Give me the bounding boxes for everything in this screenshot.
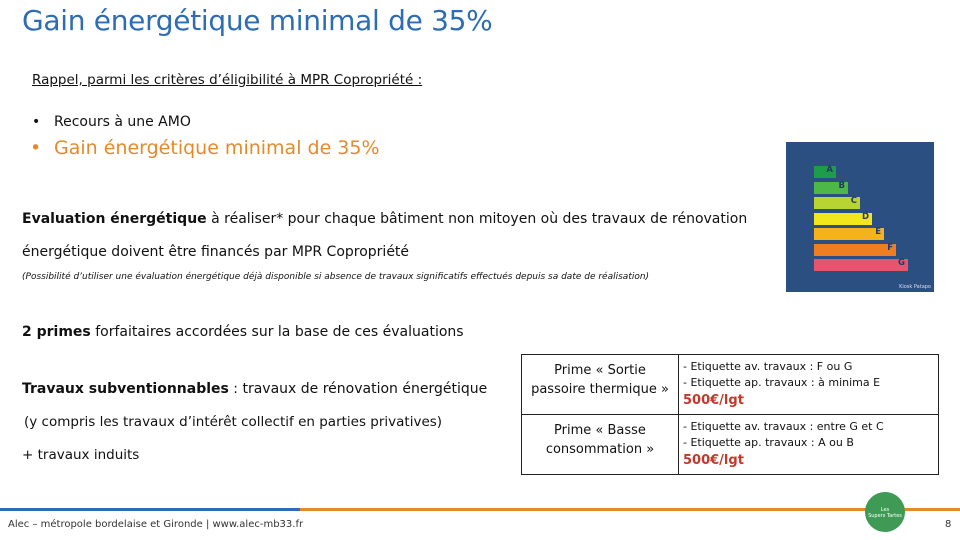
eligibility-reminder: Rappel, parmi les critères d’éligibilité à MPR Copropriété :	[32, 72, 423, 88]
prime-amount: 500€/lgt	[683, 393, 744, 408]
table-row	[522, 415, 939, 475]
evaluation-rest: à réaliser* pour chaque bâtiment non mitoyen où des travaux de rénovation	[206, 211, 748, 227]
eligible-works-private: (y compris les travaux d’intérêt collectif en parties privatives)	[24, 414, 443, 430]
prime-name	[522, 355, 679, 415]
condition-after: - Etiquette ap. travaux : A ou B	[683, 436, 854, 449]
energy-class-c	[814, 197, 860, 209]
energy-class-label: A	[826, 165, 833, 175]
logo-text	[865, 507, 905, 519]
evaluation-bold: Evaluation énergétique	[22, 211, 207, 227]
primes-table	[521, 354, 939, 475]
condition-after: - Etiquette ap. travaux : à minima E	[683, 376, 881, 389]
prime-name	[522, 415, 679, 475]
prime-name-line: Prime « Basse	[554, 423, 646, 438]
energy-class-b	[814, 182, 848, 194]
footer-line-orange	[300, 508, 960, 511]
energy-class-e	[814, 228, 884, 240]
prime-conditions	[679, 355, 939, 415]
primes-intro-bold: 2 primes	[22, 324, 91, 340]
energy-class-label: D	[861, 211, 869, 222]
eligible-works-rest: : travaux de rénovation énergétique	[228, 381, 488, 397]
page-title: Gain énergétique minimal de 35%	[22, 4, 493, 37]
bullet-energy-gain-text: Gain énergétique minimal de 35%	[54, 137, 380, 159]
prime-amount: 500€/lgt	[683, 453, 744, 468]
condition-before: - Etiquette av. travaux : entre G et C	[683, 420, 884, 433]
bullet-energy-gain	[30, 137, 380, 159]
table-row	[522, 355, 939, 415]
evaluation-note: (Possibilité d’utiliser une évaluation énergétique déjà disponible si absence de travaux significatifs effectués depuis sa date de réalisation)	[22, 272, 650, 282]
energy-class-a	[814, 166, 836, 178]
evaluation-line-1	[22, 211, 747, 227]
partner-logo	[865, 492, 905, 532]
energy-class-label: F	[887, 242, 893, 253]
bullet-symbol: •	[32, 114, 41, 130]
condition-before: - Etiquette av. travaux : F ou G	[683, 360, 853, 373]
energy-class-label: B	[838, 180, 845, 191]
image-credit: Kiosk Patapo	[899, 284, 931, 290]
primes-intro	[22, 324, 464, 340]
eligible-works	[22, 381, 487, 397]
induced-works: + travaux induits	[22, 447, 140, 463]
energy-label-chart	[786, 142, 934, 292]
energy-class-d	[814, 213, 872, 225]
bullet-amo	[32, 114, 191, 130]
energy-class-label: E	[875, 227, 881, 237]
page-number: 8	[945, 519, 952, 530]
energy-class-label: C	[850, 196, 857, 206]
evaluation-line-2: énergétique doivent être financés par MPR Copropriété	[22, 244, 410, 260]
footer-line-blue	[0, 508, 300, 511]
eligible-works-bold: Travaux subventionnables	[22, 381, 229, 397]
footer-text: Alec – métropole bordelaise et Gironde | www.alec-mb33.fr	[8, 519, 304, 530]
logo-line: Supers Tartes	[868, 513, 902, 519]
prime-conditions	[679, 415, 939, 475]
prime-name-line: passoire thermique »	[531, 382, 669, 397]
energy-class-g	[814, 259, 908, 271]
prime-name-line: Prime « Sortie	[554, 363, 646, 378]
bullet-symbol: •	[30, 137, 42, 159]
primes-intro-rest: forfaitaires accordées sur la base de ces évaluations	[90, 324, 464, 340]
prime-name-line: consommation »	[545, 442, 655, 457]
bullet-amo-text: Recours à une AMO	[54, 114, 191, 130]
logo-line: Les	[880, 507, 890, 513]
energy-class-label: G	[898, 258, 905, 268]
energy-class-f	[814, 244, 896, 256]
